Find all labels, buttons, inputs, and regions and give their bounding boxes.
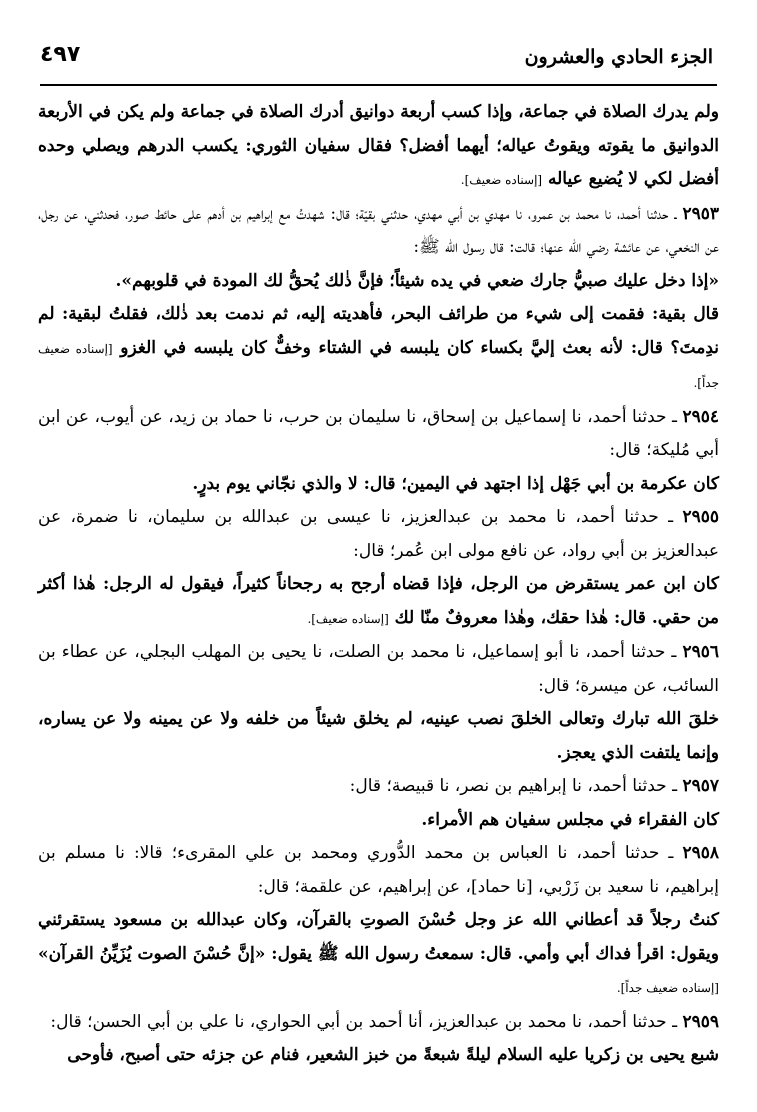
hadith-chain [38,1006,719,1040]
hadith-chain [38,837,719,904]
narration-text [38,904,719,1006]
paragraph-text: ـ حدثنا أحمد، نا محمد بن عمرو، نا مهدي بن أبي مهدي، حدثني بقيّة؛ قال: شهدتُ مع إبراهيم بن أدهم على حائط صور، فحدثني، عن رجل، عن النخعي، عن عائشة رضي الله عنها؛ قالت: قال رسول الله ﷺ: [38,203,719,257]
page-number: ٤٩٧ [40,42,81,67]
chapter-title: الجزء الحادي والعشرون [524,46,713,68]
narration-text [38,298,719,401]
narration-text [38,96,719,198]
paragraph-text: ـ حدثنا أحمد، نا العباس بن محمد الدُّوري ومحمد بن علي المقرىء؛ قالا: نا مسلم بن إبراهيم، نا سعيد بن زَرْبي، [نا حماد]، عن إبراهيم، عن علقمة؛ قال: [38,843,719,897]
hadith-chain [38,401,719,468]
hadith-chain [38,501,719,568]
paragraph-text: قال بقية: فقمت إلى شيء من طرائف البحر، فأهديته إليه، ثم ندمت بعد ذٰلك، فقلتُ لبقية: لم ندِمتَ؟ قال: لأنه بعث إليَّ بكساء كان يلبسه في الشتاء وخفٌّ كان يلبسه في الغزو [38,304,719,358]
isnad-grade-note: [إسناده ضعيف]. [460,173,543,187]
running-header [40,40,717,80]
paragraph-text: كان عكرمة بن أبي جَهْل إذا اجتهد في اليمين؛ قال: لا والذي نجّاني يوم بدرٍ. [192,473,719,494]
hadith-number: ٢٩٥٧ [682,776,719,796]
hadith-number: ٢٩٥٦ [682,642,720,662]
paragraph-text: ولم يدرك الصلاة في جماعة، وإذا كسب أربعة دوانيق أدرك الصلاة في جماعة ولم يكن في الأربعة الدوانيق ما يقوته ويقوتُ عياله؛ أيهما أفضل؟ فقال سفيان الثوري: يكسب الدرهم ويصلي وحده أفضل لكي لا يُضيع عياله [38,102,719,189]
hadith-number: ٢٩٥٥ [682,507,719,527]
header-rule [40,84,717,86]
paragraph-text: كان الفقراء في مجلس سفيان هم الأمراء. [421,809,719,830]
hadith-number: ٢٩٥٣ [682,203,719,224]
isnad-grade-note: [إسناده ضعيف جداً]. [616,981,719,995]
narration-text [38,468,719,502]
paragraph-text: كان ابن عمر يستقرض من الرجل، فإذا قضاه أرجح به رجحاناً كثيراً، فيقول له الرجل: هٰذا أكثر من حقي. قال: هٰذا حقك، وهٰذا معروفٌ منّا لك [38,574,719,628]
paragraph-text: كنتُ رجلاً قد أعطاني الله عز وجل حُسْنَ الصوتِ بالقرآن، وكان عبدالله بن مسعود يستقرئني ويقول: اقرأ فداك أبي وأمي. قال: سمعتُ رسول الله ﷺ يقول: «إنَّ حُسْنَ الصوت يُزَيِّنُ القرآن» [38,910,719,964]
hadith-chain [38,770,719,804]
hadith-chain [38,636,719,703]
paragraph-text: ـ حدثنا أحمد، نا إسماعيل بن إسحاق، نا سليمان بن حرب، نا حماد بن زيد، عن أيوب، عن ابن أبي مُليكة؛ قال: [38,406,719,460]
isnad-grade-note: [إسناده ضعيف]. [307,611,389,626]
isnad-grade-note: [إسناده ضعيف جداً]. [38,341,719,390]
hadith-number: ٢٩٥٤ [682,406,720,427]
narration-text [38,568,719,636]
paragraph-text: ـ حدثنا أحمد، نا إبراهيم بن نصر، نا قبيصة؛ قال: [349,776,678,796]
hadith-number: ٢٩٥٩ [682,1011,719,1032]
narration-text [38,265,719,299]
paragraph-text: خلقَ الله تبارك وتعالى الخلقَ نصب عينيه، لم يخلق شيئاً من خلفه ولا عن يمينه ولا عن يساره، وإنما يلتفت الذي يعجز. [38,709,719,763]
paragraph-text: ـ حدثنا أحمد، نا محمد بن عبدالعزيز، نا عيسى بن عبدالله بن سليمان، نا ضمرة، عن عبدالعزيز بن أبي رواد، عن نافع مولى ابن عُمر؛ قال: [38,507,719,561]
body-text [38,96,719,1073]
hadith-chain [38,198,719,265]
narration-text [38,703,719,770]
paragraph-text: شبع يحيى بن زكريا عليه السلام ليلةً شبعةً من خبز الشعير، فنام عن جزئه حتى أصبح، فأوحى [67,1045,719,1065]
paragraph-text: «إذا دخل عليك صبيُّ جارك ضعي في يده شيئاً؛ فإنَّ ذٰلك يُحقُّ لك المودة في قلوبهم». [115,270,719,291]
paragraph-text: ـ حدثنا أحمد، نا أبو إسماعيل، نا محمد بن الصلت، نا يحيى بن المهلب البجلي، عن عطاء بن السائب، عن ميسرة؛ قال: [38,642,719,696]
hadith-number: ٢٩٥٨ [682,843,719,863]
narration-text [38,804,719,838]
paragraph-text: ـ حدثنا أحمد، نا محمد بن عبدالعزيز، أنا أحمد بن أبي الحواري، نا علي بن أبي الحسن؛ قال: [50,1011,678,1032]
narration-text [38,1039,719,1073]
